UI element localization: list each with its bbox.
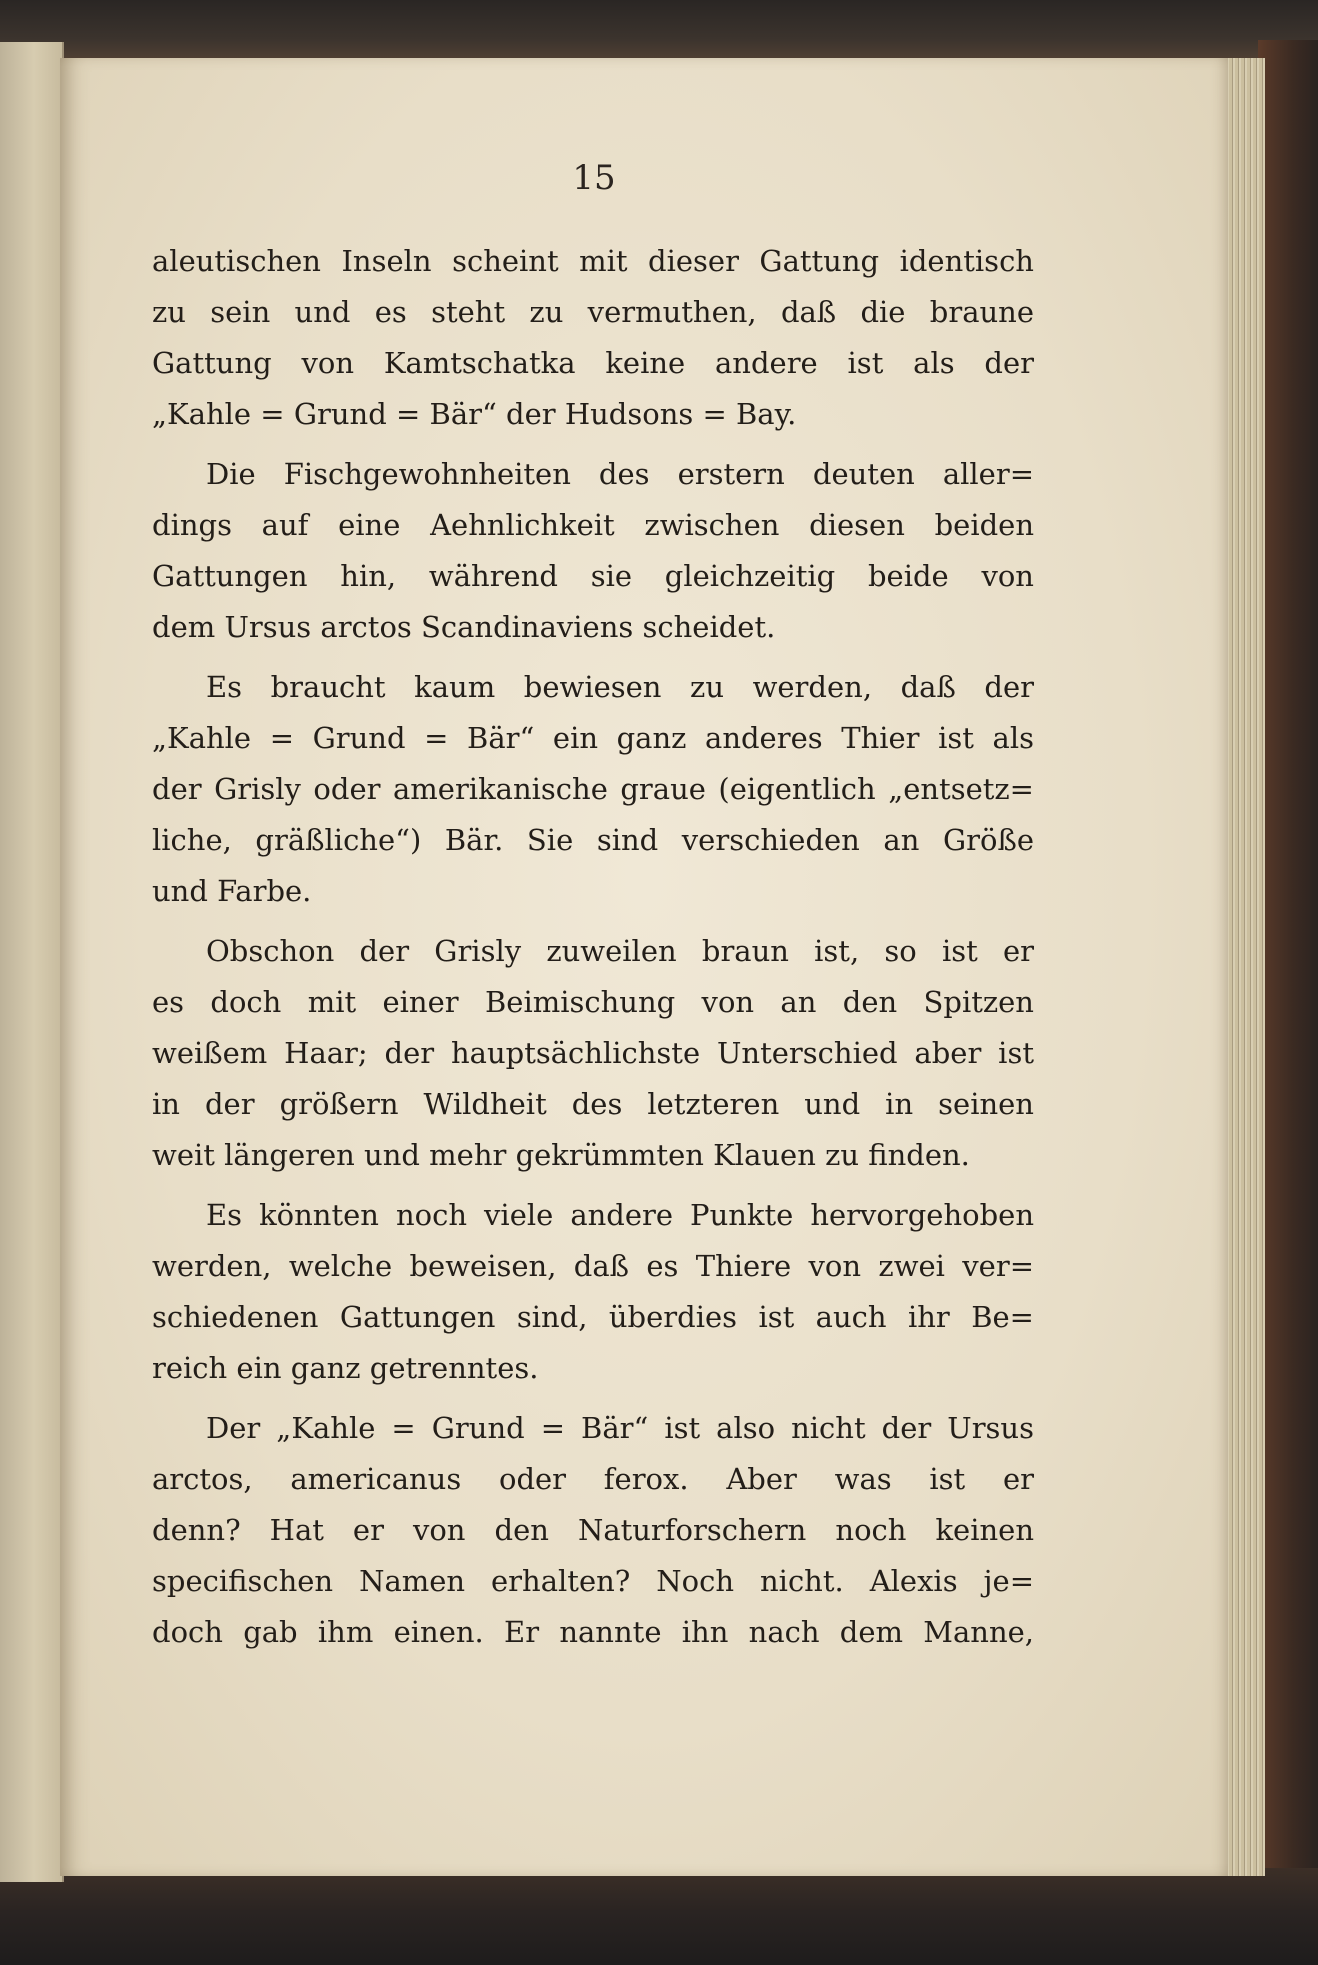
text-line: dings auf eine Aehnlichkeit zwischen diesen beiden: [152, 508, 1034, 542]
text-line: dem Ursus arctos Scandinaviens scheidet.: [152, 610, 776, 644]
book-cover-bottom: [0, 1868, 1318, 1965]
text-line: schiedenen Gattungen sind, überdies ist auch ihr Be=: [152, 1300, 1034, 1334]
text-line: in der größern Wildheit des letzteren und in seinen: [152, 1087, 1034, 1121]
text-line: Der „Kahle = Grund = Bär“ ist also nicht der Ursus: [206, 1411, 1034, 1445]
text-line: doch gab ihm einen. Er nannte ihn nach dem Manne,: [152, 1615, 1034, 1649]
paragraph: [152, 449, 1034, 653]
text-line: weißem Haar; der hauptsächlichste Unterschied aber ist: [152, 1036, 1034, 1070]
text-line: Es könnten noch viele andere Punkte hervorgehoben: [206, 1198, 1034, 1232]
text-line: specifischen Namen erhalten? Noch nicht. Alexis je=: [152, 1564, 1034, 1598]
book-cover-right: [1258, 40, 1318, 1890]
page-edges: [1222, 58, 1265, 1876]
paragraph: [152, 926, 1034, 1181]
text-line: arctos, americanus oder ferox. Aber was ist er: [152, 1462, 1034, 1496]
text-line: und Farbe.: [152, 874, 312, 908]
text-line: „Kahle = Grund = Bär“ ein ganz anderes Thier ist als: [152, 721, 1034, 755]
text-line: Die Fischgewohnheiten des erstern deuten aller=: [206, 457, 1034, 491]
text-line: liche, gräßliche“) Bär. Sie sind verschieden an Größe: [152, 823, 1034, 857]
page-text: [152, 236, 1034, 1667]
text-line: weit längeren und mehr gekrümmten Klauen zu finden.: [152, 1138, 970, 1172]
text-line: Gattung von Kamtschatka keine andere ist als der: [152, 346, 1034, 380]
text-line: Gattungen hin, während sie gleichzeitig beide von: [152, 559, 1034, 593]
text-line: reich ein ganz getrenntes.: [152, 1351, 539, 1385]
text-line: Obschon der Grisly zuweilen braun ist, so ist er: [206, 934, 1034, 968]
paragraph: [152, 662, 1034, 917]
text-line: der Grisly oder amerikanische graue (eigentlich „entsetz=: [152, 772, 1034, 806]
text-line: zu sein und es steht zu vermuthen, daß die braune: [152, 295, 1034, 329]
text-line: Es braucht kaum bewiesen zu werden, daß der: [206, 670, 1034, 704]
left-page-edge: [0, 42, 64, 1882]
text-line: denn? Hat er von den Naturforschern noch keinen: [152, 1513, 1034, 1547]
text-line: „Kahle = Grund = Bär“ der Hudsons = Bay.: [152, 397, 797, 431]
paragraph: [152, 236, 1034, 440]
page-number: 15: [572, 158, 616, 198]
book-page: [60, 58, 1228, 1876]
text-line: werden, welche beweisen, daß es Thiere von zwei ver=: [152, 1249, 1034, 1283]
paragraph: [152, 1403, 1034, 1658]
text-line: es doch mit einer Beimischung von an den Spitzen: [152, 985, 1034, 1019]
paragraph: [152, 1190, 1034, 1394]
text-line: aleutischen Inseln scheint mit dieser Gattung identisch: [152, 244, 1034, 278]
